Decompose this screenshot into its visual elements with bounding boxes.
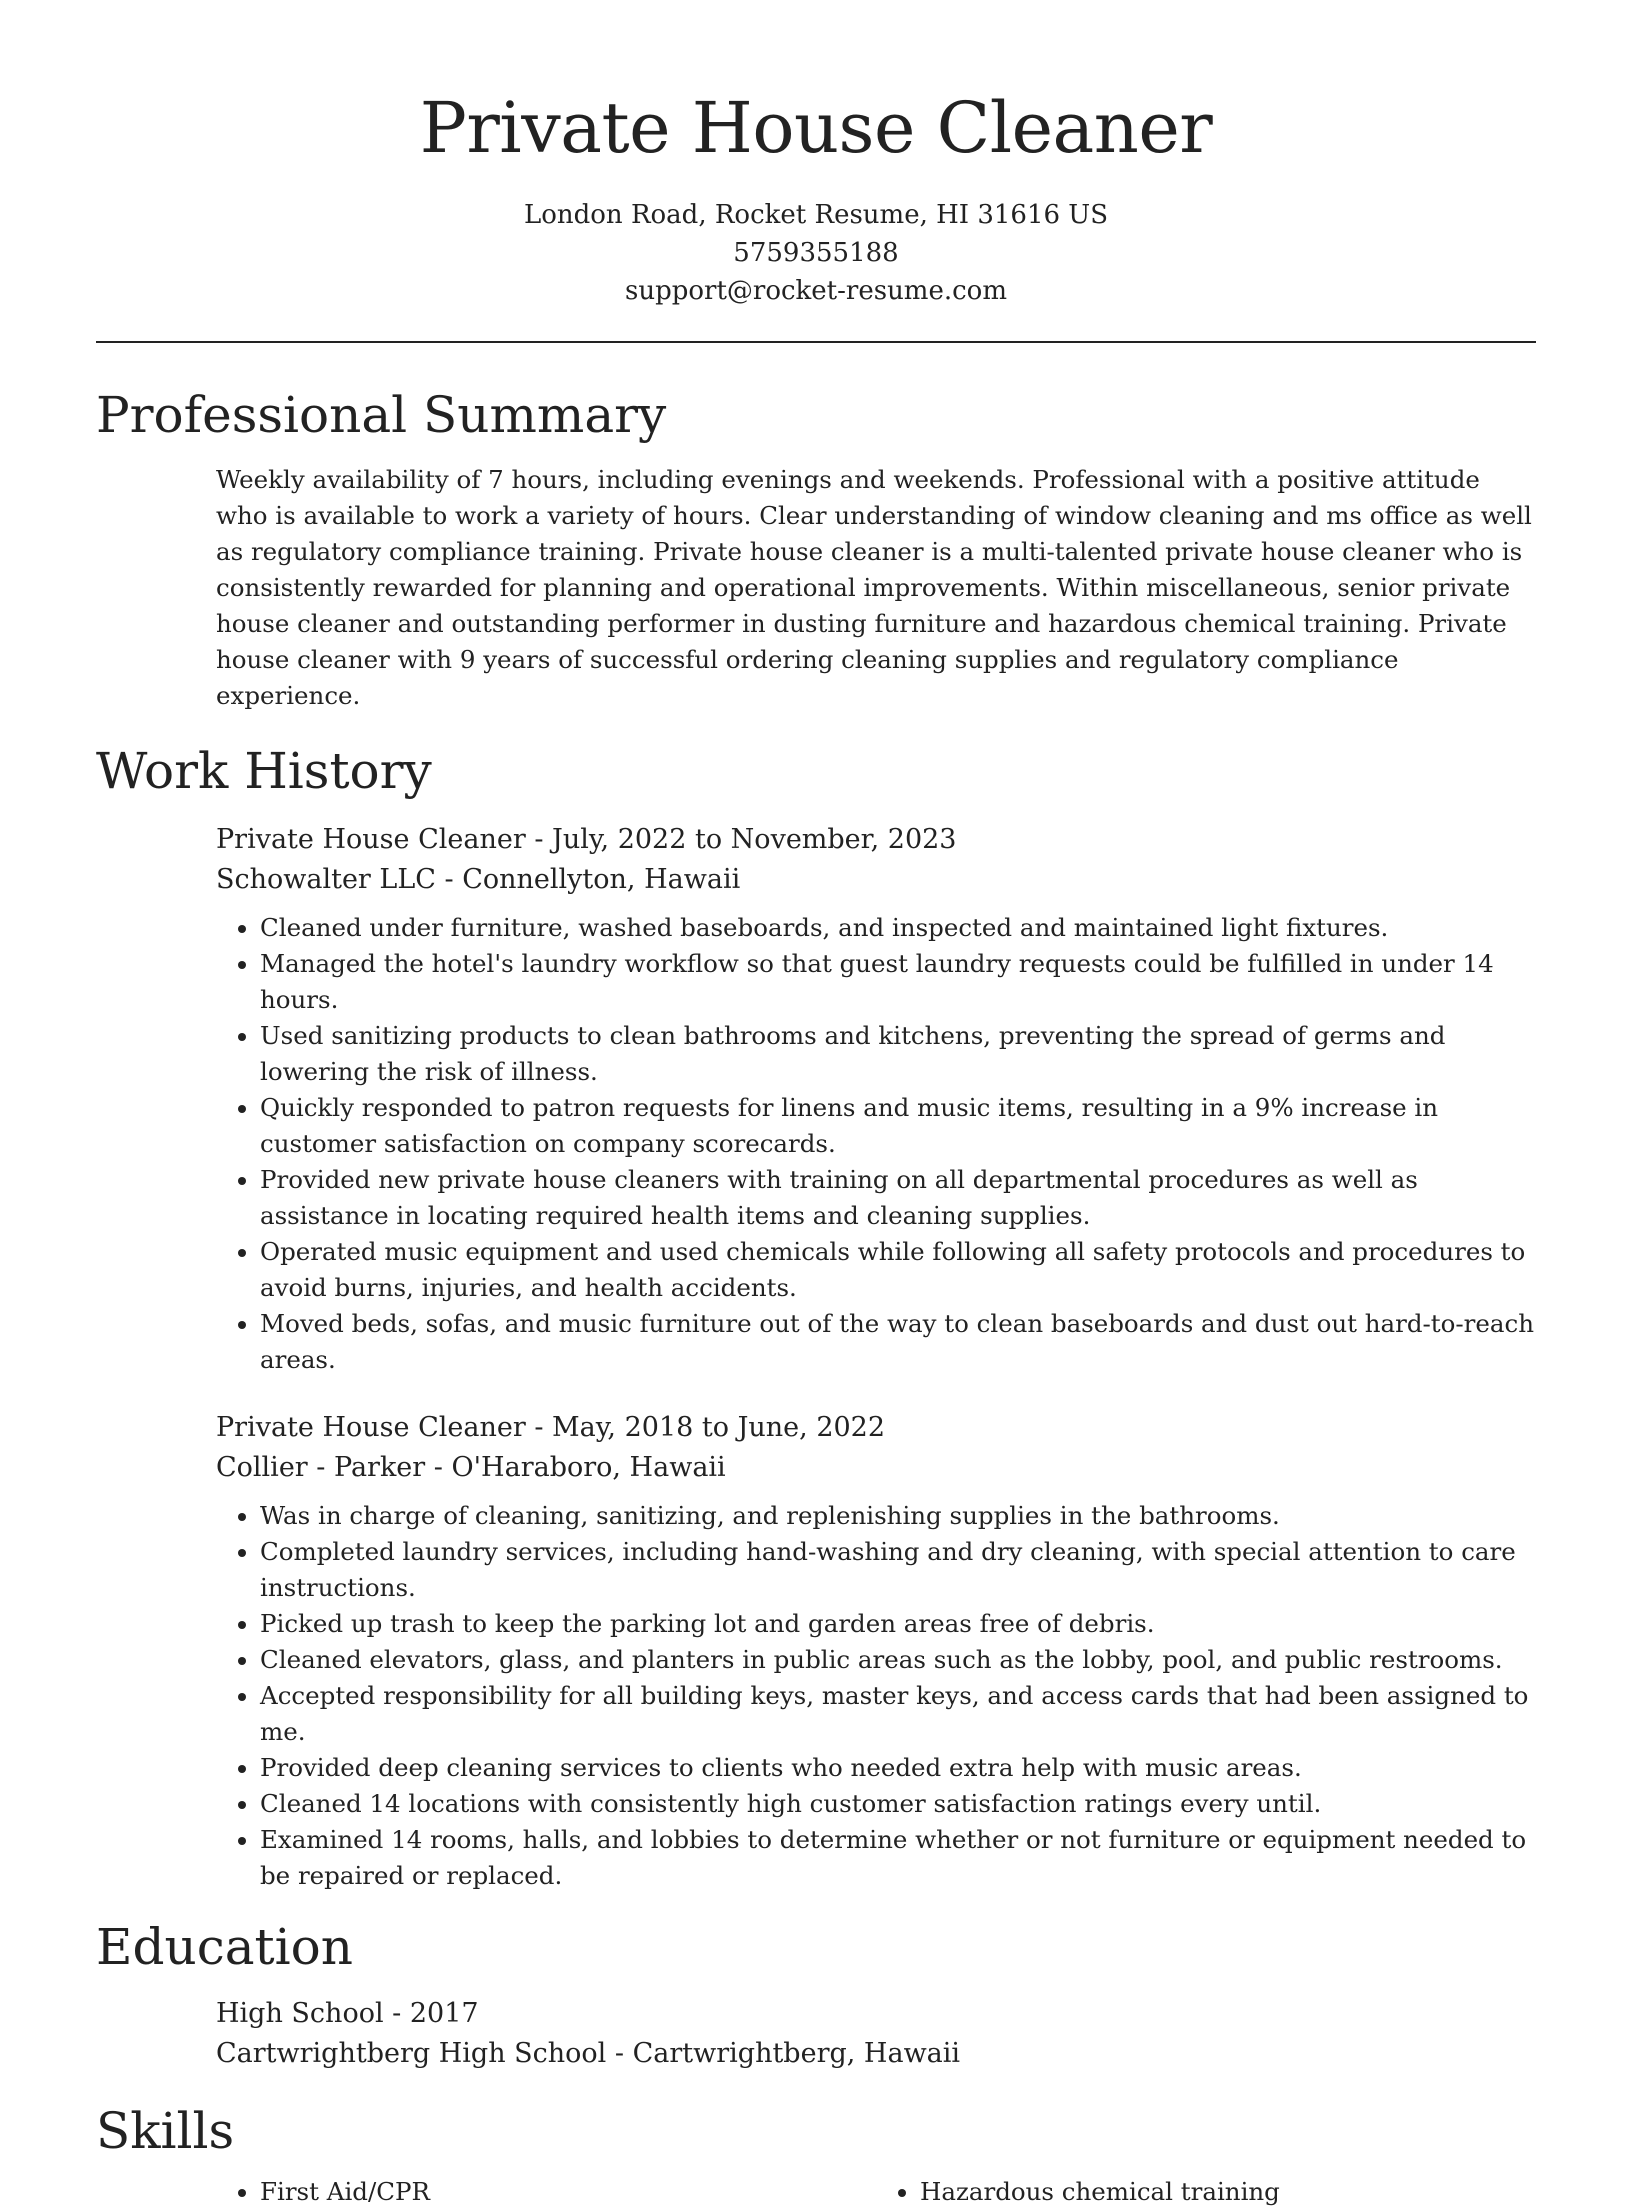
list-item: • Cleaned 14 locations with consistently high customer satisfaction ratings every until.: [260, 1786, 1536, 1822]
job-title: Private House Cleaner: [216, 824, 526, 855]
skills-list: [216, 2174, 1536, 2210]
job-company-line: [216, 1448, 1536, 1488]
job-bullets: [216, 1498, 1536, 1894]
job-entry: [216, 820, 1536, 1378]
work-history: [216, 820, 1536, 1894]
education-location: - Cartwrightberg, Hawaii: [606, 2038, 961, 2069]
list-item: • Provided deep cleaning services to clients who needed extra help with music areas.: [260, 1750, 1536, 1786]
list-item: • Hazardous chemical training: [920, 2174, 1536, 2210]
job-location: - Connellyton, Hawaii: [435, 864, 741, 895]
list-item: • Operated music equipment and used chemicals while following all safety protocols and procedures to avoid burns, injuries, and health accidents.: [260, 1234, 1536, 1306]
education-degree: High School: [216, 1998, 384, 2029]
resume-header: [0, 0, 1632, 310]
email: support@rocket-resume.com: [624, 276, 1007, 306]
list-item: • Examined 14 rooms, halls, and lobbies to determine whether or not furniture or equipment needed to be repaired or replaced.: [260, 1822, 1536, 1894]
list-item: • Accepted responsibility for all building keys, master keys, and access cards that had been assigned to me.: [260, 1678, 1536, 1750]
contact-info: [0, 196, 1632, 310]
summary-heading: Professional Summary: [96, 386, 667, 444]
education-school: Cartwrightberg High School: [216, 2038, 607, 2069]
phone: 5759355188: [733, 238, 899, 268]
list-item: • Managed the hotel's laundry workflow so that guest laundry requests could be fulfilled in under 14 hours.: [260, 946, 1536, 1018]
job-dates: - July, 2022 to November, 2023: [525, 824, 957, 855]
work-history-heading: Work History: [96, 742, 432, 800]
list-item: • Was in charge of cleaning, sanitizing, and replenishing supplies in the bathrooms.: [260, 1498, 1536, 1534]
job-company-line: [216, 860, 1536, 900]
job-title-line: [216, 820, 1536, 860]
skills-heading: Skills: [96, 2102, 235, 2160]
job-company: Collier - Parker: [216, 1452, 426, 1483]
list-item: • Quickly responded to patron requests for linens and music items, resulting in a 9% increase in customer satisfaction on company scorecards.: [260, 1090, 1536, 1162]
candidate-name: Private House Cleaner: [419, 87, 1213, 169]
skills-column-right: [876, 2174, 1536, 2210]
job-bullets: [216, 910, 1536, 1378]
job-title: Private House Cleaner: [216, 1412, 526, 1443]
list-item: • Completed laundry services, including hand-washing and dry cleaning, with special attention to care instructions.: [260, 1534, 1536, 1606]
job-company: Schowalter LLC: [216, 864, 436, 895]
header-divider: [96, 341, 1536, 343]
education-school-line: [216, 2034, 1536, 2074]
resume-content: [96, 380, 1536, 2210]
skills-column-left: [216, 2174, 876, 2210]
job-location: - O'Haraboro, Hawaii: [425, 1452, 726, 1483]
job-title-line: [216, 1408, 1536, 1448]
list-item: • First Aid/CPR: [260, 2174, 876, 2210]
list-item: • Used sanitizing products to clean bathrooms and kitchens, preventing the spread of germs and lowering the risk of illness.: [260, 1018, 1536, 1090]
education-entry: [216, 1994, 1536, 2074]
education-year: - 2017: [383, 1998, 479, 2029]
job-dates: - May, 2018 to June, 2022: [525, 1412, 886, 1443]
address: London Road, Rocket Resume, HI 31616 US: [523, 200, 1109, 230]
list-item: • Cleaned elevators, glass, and planters in public areas such as the lobby, pool, and public restrooms.: [260, 1642, 1536, 1678]
list-item: • Picked up trash to keep the parking lot and garden areas free of debris.: [260, 1606, 1536, 1642]
list-item: • Cleaned under furniture, washed baseboards, and inspected and maintained light fixtures.: [260, 910, 1536, 946]
education-degree-line: [216, 1994, 1536, 2034]
education-heading: Education: [96, 1918, 353, 1976]
summary-text: Weekly availability of 7 hours, including evenings and weekends. Professional with a positive attitude who is available to work a variety of hours. Clear understanding of window cleaning and ms office as well as regulatory compliance training. Private house cleaner is a multi-talented private house cleaner who is consistently rewarded for planning and operational improvements. Within miscellaneous, senior private house cleaner and outstanding performer in dusting furniture and hazardous chemical training. Private house cleaner with 9 years of successful ordering cleaning supplies and regulatory compliance experience.: [216, 465, 1532, 710]
job-entry: [216, 1408, 1536, 1894]
list-item: • Provided new private house cleaners with training on all departmental procedures as well as assistance in locating required health items and cleaning supplies.: [260, 1162, 1536, 1234]
list-item: • Moved beds, sofas, and music furniture out of the way to clean baseboards and dust out hard-to-reach areas.: [260, 1306, 1536, 1378]
